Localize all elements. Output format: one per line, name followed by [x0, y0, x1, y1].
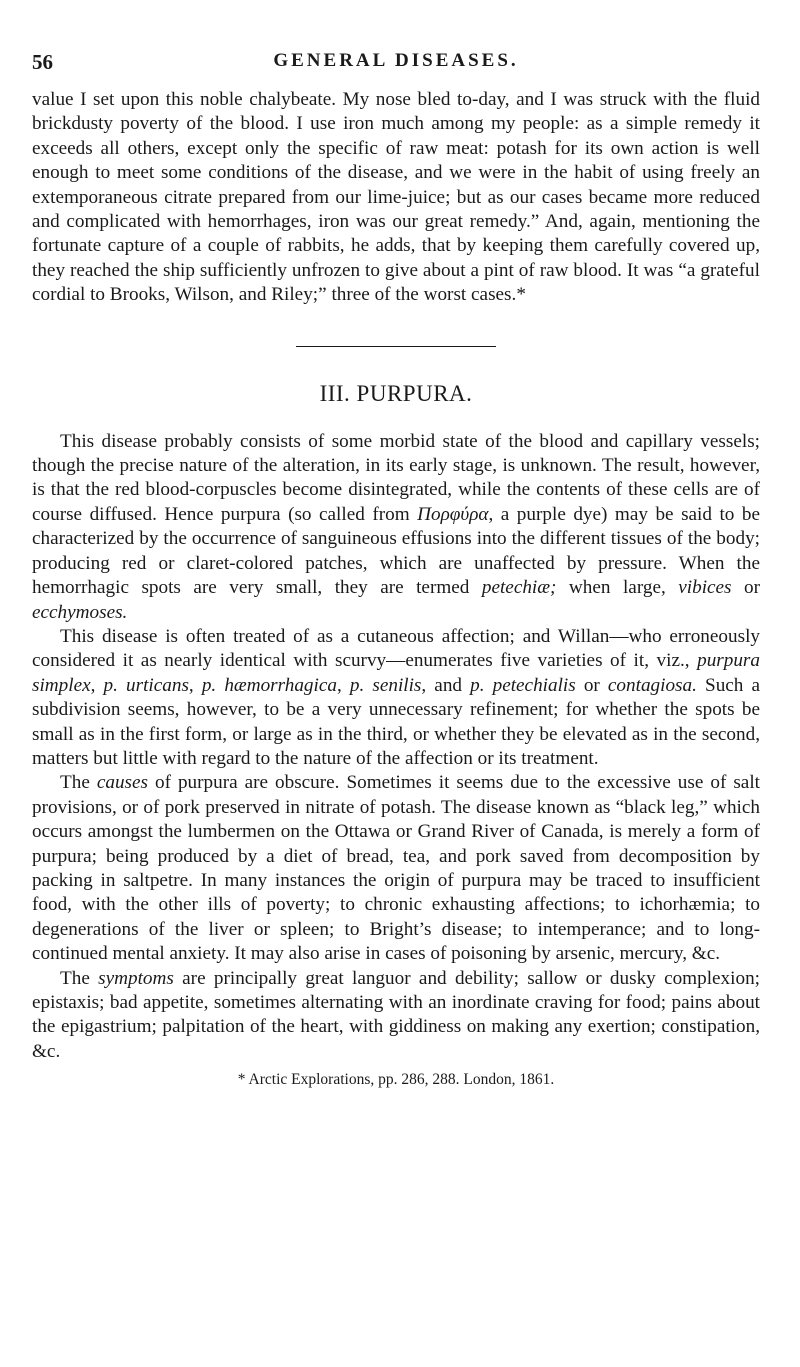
variety-contagiosa: contagiosa.: [607, 674, 697, 696]
term-ecchymoses: ecchymoses.: [32, 601, 128, 623]
variety-petechialis: p. petechialis: [470, 674, 576, 696]
term-symptoms: symptoms: [98, 967, 174, 989]
term-vibices: vibices: [678, 577, 732, 599]
greek-term: Πορφύρα: [417, 503, 489, 525]
purpura-definition-paragraph: This disease probably consists of some morbid state of the blood and capillary vessels; though the precise nature of the alteration, in its early stage, is unknown. The result, however, is that the red blood-corpuscles become disintegrated, while the contents of these cells are of course diffused. Hence purpura (so called from Πορφύρα, a purple dye) may be said to be characterized by the occurrence of sanguineous effusions into the different tissues of the body; producing red or claret-colored patches, which are unaffected by pressure. When the hemorrhagic spots are very small, they are termed petechiæ; when large, vibices or ecchymoses.: [32, 430, 761, 623]
purpura-symptoms-paragraph: The symptoms are principally great languor and debility; sallow or dusky complexion; epistaxis; bad appetite, sometimes alternating with an inordinate craving for food; pains about the epigastrium; palpitation of the heart, with giddiness on making any exertion; constipation, &c.: [32, 967, 760, 1062]
purpura-varieties-paragraph: This disease is often treated of as a cutaneous affection; and Willan—who erroneously considered it as nearly identical with scurvy—enumerates five varieties of it, viz., purpura simplex, p. urticans, p. hæmorrhagica, p. senilis, and p. petechialis or contagiosa. Such a subdivision seems, however, to be a very unnecessary refinement; for whether the spots be small as in the first form, or large as in the third, or whether they be elevated as in the second, matters but little with regard to the nature of the affection or its treatment.: [32, 625, 761, 769]
footnote: * Arctic Explorations, pp. 286, 288. London, 1861.: [237, 1071, 555, 1089]
book-page: [32, 0, 760, 1091]
purpura-causes-paragraph: The causes of purpura are obscure. Sometimes it seems due to the excessive use of salt provisions, or of pork preserved in nitrate of potash. The disease known as “black leg,” which occurs amongst the lumbermen on the Ottawa or Grand River of Canada, is merely a form of purpura; being produced by a diet of bread, tea, and pork saved from decomposition by packing in saltpetre. In many instances the origin of purpura may be traced to insufficient food, with the other ills of poverty; to chronic exhausting affections; to ichorhæmia; to degenerations of the liver or spleen; to Bright’s disease; to intemperance; and to long-continued mental anxiety. It may also arise in cases of poisoning by arsenic, mercury, &c.: [32, 772, 760, 965]
running-head: [32, 50, 760, 88]
variety-simplex: purpura simplex: [32, 650, 760, 696]
running-title: GENERAL DISEASES.: [273, 50, 519, 71]
page-number: 56: [32, 50, 53, 74]
variety-urticans: p. urticans: [103, 674, 189, 696]
section-divider: [296, 346, 496, 347]
variety-haemorrhagica: p. hæmorrhagica: [201, 674, 337, 696]
term-petechiae: petechiæ;: [481, 577, 557, 599]
section-heading: III. PURPURA.: [319, 380, 473, 406]
scurvy-continuation-paragraph: value I set upon this noble chalybeate. My nose bled to-day, and I was struck with the fluid brickdusty poverty of the blood. I use iron much among my people: as a simple remedy it exceeds all others, except only the specific of raw meat: potash for its own action is well enough to meet some conditions of the disease, and we were in the habit of using freely an extemporaneous citrate prepared from our lime-juice; but as our cases became more reduced and complicated with hemorrhages, iron was our great remedy.” And, again, mentioning the fortunate capture of a couple of rabbits, he adds, that by keeping them carefully covered up, they reached the ship sufficiently unfrozen to give about a pint of raw blood. It was “a grateful cordial to Brooks, Wilson, and Riley;” three of the worst cases.*: [32, 89, 760, 306]
term-causes: causes: [96, 772, 148, 794]
variety-senilis: p. senilis: [349, 674, 422, 696]
